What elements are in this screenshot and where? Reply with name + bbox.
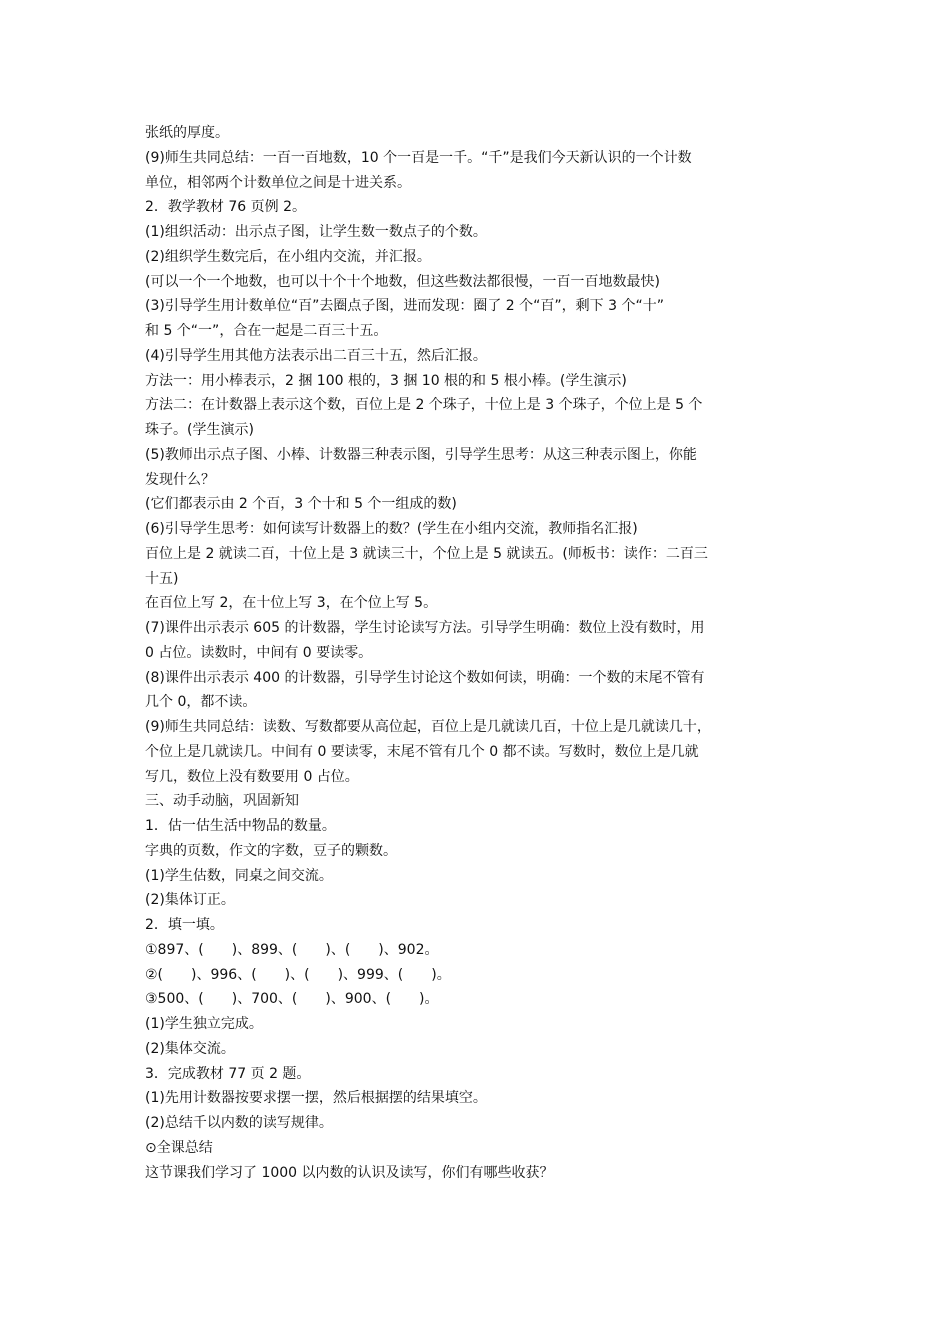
text-line: 发现什么？ xyxy=(145,471,215,488)
text-line: 方法二：在计数器上表示这个数，百位上是 2 个珠子，十位上是 3 个珠子，个位上是 5 个 xyxy=(145,397,703,414)
text-line: 2．教学教材 76 页例 2。 xyxy=(145,199,306,216)
text-line: 这节课我们学习了 1000 以内数的认识及读写，你们有哪些收获？ xyxy=(145,1164,554,1181)
text-line: (4)引导学生用其他方法表示出二百三十五，然后汇报。 xyxy=(145,347,487,364)
text-line: 三、动手动脑，巩固新知 xyxy=(145,793,299,810)
text-line: (9)师生共同总结：读数、写数都要从高位起，百位上是几就读几百，十位上是几就读几十， xyxy=(145,719,711,735)
text-line: 张纸的厚度。 xyxy=(145,125,229,141)
text-line: ③500、( )、700、( )、900、( )。 xyxy=(145,991,439,1008)
text-line: 几个 0，都不读。 xyxy=(145,694,257,711)
text-line: (可以一个一个地数，也可以十个十个地数，但这些数法都很慢，一百一百地数最快) xyxy=(145,273,660,290)
text-line: (1)学生独立完成。 xyxy=(145,1016,263,1032)
text-line: 写几，数位上没有数要用 0 占位。 xyxy=(145,768,359,785)
text-line: (6)引导学生思考：如何读写计数器上的数？(学生在小组内交流，教师指名汇报) xyxy=(145,521,638,537)
text-line: (1)组织活动：出示点子图，让学生数一数点子的个数。 xyxy=(145,224,487,240)
text-line: 个位上是几就读几。中间有 0 要读零，末尾不管有几个 0 都不读。写数时，数位上是几就 xyxy=(145,743,699,760)
text-line: (2)组织学生数完后，在小组内交流，并汇报。 xyxy=(145,248,431,265)
text-line: (1)学生估数，同桌之间交流。 xyxy=(145,867,333,884)
text-line: (7)课件出示表示 605 的计数器，学生讨论读写方法。引导学生明确：数位上没有数时，用 xyxy=(145,620,705,636)
text-line: (2)集体订正。 xyxy=(145,892,235,909)
text-line: 3．完成教材 77 页 2 题。 xyxy=(145,1065,311,1082)
text-line: (8)课件出示表示 400 的计数器，引导学生讨论这个数如何读，明确：一个数的末尾不管有 xyxy=(145,669,705,686)
text-line: 单位，相邻两个计数单位之间是十进关系。 xyxy=(145,174,411,191)
text-line: (3)引导学生用计数单位“百”去圈点子图，进而发现：圈了 2 个“百”，剩下 3 个“十” xyxy=(145,298,664,315)
text-line: (它们都表示由 2 个百，3 个十和 5 个一组成的数) xyxy=(145,496,457,513)
text-line: 十五) xyxy=(145,570,179,587)
text-line: 2．填一填。 xyxy=(145,917,224,933)
text-line: 珠子。(学生演示) xyxy=(145,422,254,438)
text-line: 方法一：用小棒表示，2 捆 100 根的，3 捆 10 根的和 5 根小棒。(学生演示) xyxy=(145,372,627,389)
text-line: (9)师生共同总结：一百一百地数，10 个一百是一千。“千”是我们今天新认识的一个计数 xyxy=(145,149,692,166)
document-body xyxy=(145,121,817,1185)
text-line: 1．估一估生活中物品的数量。 xyxy=(145,818,336,834)
text-line: 0 占位。读数时，中间有 0 要读零。 xyxy=(145,644,373,661)
text-line: 百位上是 2 就读二百，十位上是 3 就读三十，个位上是 5 就读五。(师板书：读作：二百三 xyxy=(145,545,708,562)
text-line: (2)总结千以内数的读写规律。 xyxy=(145,1115,333,1131)
text-line: 字典的页数，作文的字数，豆子的颗数。 xyxy=(145,842,397,859)
text-line: 和 5 个“一”，合在一起是二百三十五。 xyxy=(145,323,388,339)
text-line: ②( )、996、( )、( )、999、( )。 xyxy=(145,966,451,983)
text-line: ⊙全课总结 xyxy=(145,1139,213,1156)
text-line: ①897、( )、899、( )、( )、902。 xyxy=(145,941,439,958)
text-line: 在百位上写 2，在十位上写 3，在个位上写 5。 xyxy=(145,595,438,612)
text-line: (1)先用计数器按要求摆一摆，然后根据摆的结果填空。 xyxy=(145,1090,487,1107)
text-line: (5)教师出示点子图、小棒、计数器三种表示图，引导学生思考：从这三种表示图上，你能 xyxy=(145,446,697,463)
text-line: (2)集体交流。 xyxy=(145,1040,235,1057)
